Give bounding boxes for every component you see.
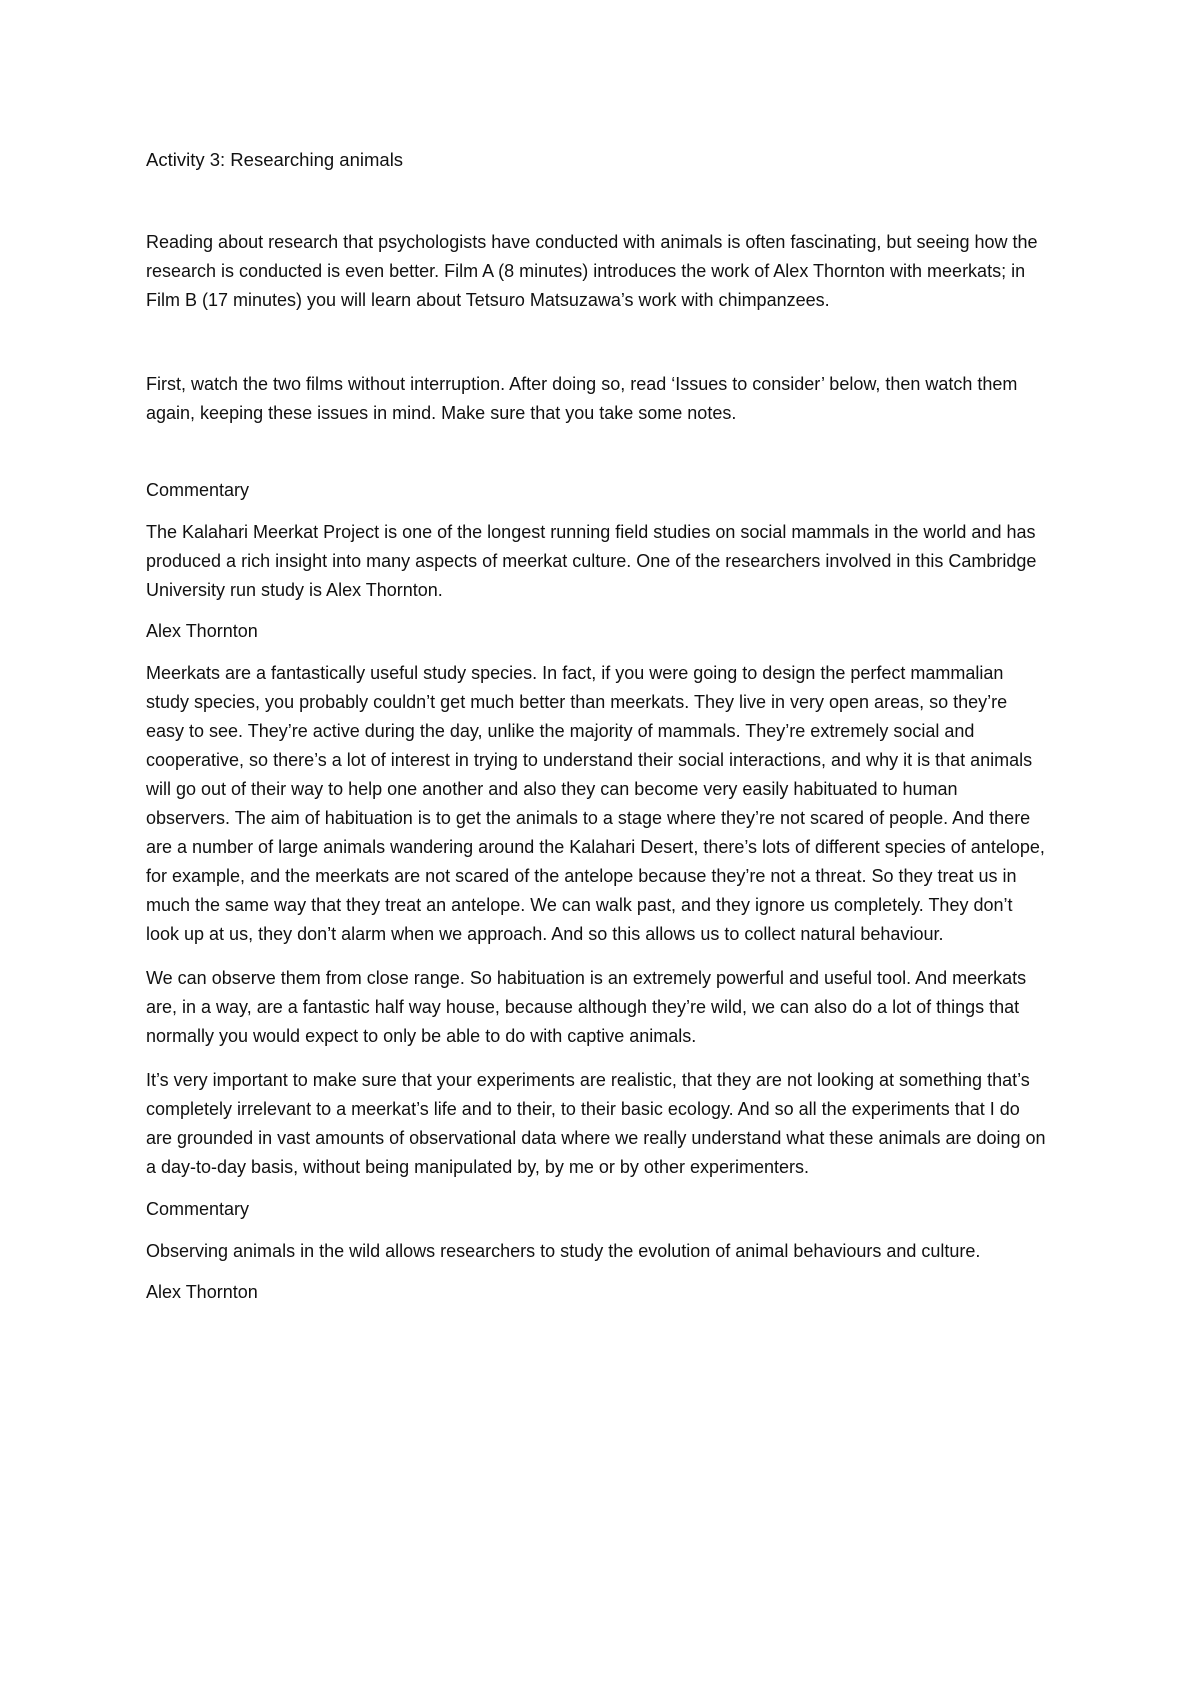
commentary-paragraph: The Kalahari Meerkat Project is one of the longest running field studies on social mammals in the world and has produced a rich insight into many aspects of meerkat culture. One of the researchers involved in this Cambridge University run study is Alex Thornton.: [146, 522, 1037, 600]
commentary-heading: Commentary: [146, 480, 250, 500]
document-title: Activity 3: Researching animals: [146, 149, 404, 170]
commentary-paragraph: Observing animals in the wild allows researchers to study the evolution of animal behaviours and culture.: [146, 1241, 981, 1261]
document-page: [146, 148, 1046, 1304]
speaker-paragraph: Meerkats are a fantastically useful study species. In fact, if you were going to design the perfect mammalian study species, you probably couldn’t get much better than meerkats. They live in very open areas, so they’re easy to see. They’re active during the day, unlike the majority of mammals. They’re extremely social and cooperative, so there’s a lot of interest in trying to understand their social interactions, and why it is that animals will go out of their way to help one another and also they can become very easily habituated to human observers. The aim of habituation is to get the animals to a stage where they’re not scared of people. And there are a number of large animals wandering around the Kalahari Desert, there’s lots of different species of antelope, for example, and the meerkats are not scared of the antelope because they’re not a threat. So they treat us in much the same way that they treat an antelope. We can walk past, and they ignore us completely. They don’t look up at us, they don’t alarm when we approach. And so this allows us to collect natural behaviour.: [146, 663, 1045, 944]
commentary-heading: Commentary: [146, 1199, 250, 1219]
speaker-paragraph: We can observe them from close range. So habituation is an extremely powerful and useful tool. And meerkats are, in a way, are a fantastic half way house, because although they’re wild, we can also do a lot of things that normally you would expect to only be able to do with captive animals.: [146, 968, 1027, 1046]
intro-paragraph: Reading about research that psychologists have conducted with animals is often fascinating, but seeing how the research is conducted is even better. Film A (8 minutes) introduces the work of Alex Thornton with meerkats; in Film B (17 minutes) you will learn about Tetsuro Matsuzawa’s work with chimpanzees.: [146, 232, 1038, 310]
instructions-paragraph: First, watch the two films without interruption. After doing so, read ‘Issues to consider’ below, then watch them again, keeping these issues in mind. Make sure that you take some notes.: [146, 374, 1018, 423]
speaker-heading: Alex Thornton: [146, 621, 258, 641]
speaker-paragraph: It’s very important to make sure that your experiments are realistic, that they are not looking at something that’s completely irrelevant to a meerkat’s life and to their, to their basic ecology. And so all the experiments that I do are grounded in vast amounts of observational data where we really understand what these animals are doing on a day-to-day basis, without being manipulated by, by me or by other experimenters.: [146, 1070, 1046, 1177]
speaker-heading: Alex Thornton: [146, 1282, 258, 1302]
